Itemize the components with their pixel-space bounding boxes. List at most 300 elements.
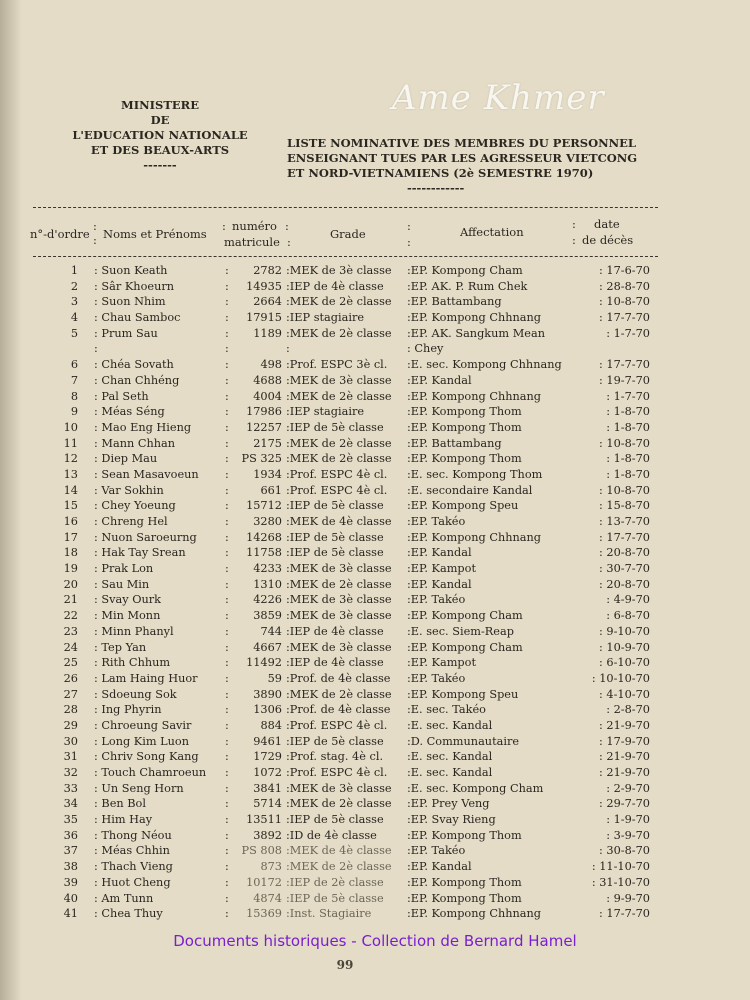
row-grade: :MEK de 2è classe: [286, 577, 392, 591]
header-date-1: date: [594, 217, 620, 231]
row-grade: :MEK de 2è classe: [286, 295, 392, 309]
column-separator: :: [225, 844, 229, 858]
row-matricule: 11492: [246, 656, 282, 670]
row-name: : Lam Haing Huor: [94, 671, 198, 685]
column-separator: :: [225, 405, 229, 419]
column-separator: :: [225, 295, 229, 309]
row-matricule: 9461: [253, 734, 282, 748]
row-number: 17: [63, 530, 78, 544]
table-row: [0, 671, 750, 687]
header-separator: :: [93, 233, 97, 247]
row-grade: :MEK de 3è classe: [286, 562, 392, 576]
row-affectation: :EP. AK. P. Rum Chek: [407, 279, 528, 293]
row-name: : Méas Chhin: [94, 844, 170, 858]
column-separator: :: [225, 891, 229, 905]
column-separator: :: [225, 907, 229, 921]
row-name: : Minn Phanyl: [94, 624, 174, 638]
row-date: : 21-9-70: [599, 766, 650, 779]
column-separator: :: [225, 813, 229, 827]
row-date: : 20-8-70: [599, 577, 650, 591]
column-separator: :: [225, 326, 229, 340]
row-date: : 20-8-70: [599, 546, 650, 560]
row-name: : Chea Thuy: [94, 907, 163, 921]
row-affectation: :EP. Kandal: [407, 577, 472, 591]
row-affectation: :EP. Kompong Cham: [407, 609, 523, 623]
row-number: 21: [63, 593, 78, 607]
row-affectation: :E. sec. Kompong Cham: [407, 781, 544, 795]
table-row: [0, 483, 750, 499]
row-number: 30: [63, 734, 78, 748]
row-number: 1: [70, 264, 78, 277]
header-grade: Grade: [330, 227, 366, 241]
row-date: : 29-7-70: [599, 797, 650, 811]
column-separator: :: [225, 264, 229, 277]
table-row: [0, 875, 750, 891]
row-matricule: 4226: [253, 593, 282, 607]
row-number: 10: [63, 420, 78, 434]
row-number: 25: [63, 656, 78, 670]
row-affectation: : Chey: [407, 342, 444, 356]
row-number: 41: [63, 907, 78, 921]
table-row: [0, 812, 750, 828]
header-matricule-1: numéro: [232, 219, 277, 233]
row-matricule: 17915: [246, 311, 282, 325]
row-number: 31: [63, 750, 78, 764]
row-matricule: 15369: [246, 907, 282, 921]
row-name: : Sâr Khoeurn: [94, 279, 175, 293]
row-affectation: :EP. Svay Rieng: [407, 813, 496, 827]
table-row: [0, 749, 750, 765]
table-row: [0, 263, 750, 279]
title-rule: ------------: [407, 181, 465, 195]
row-grade: :Prof. ESPC 4è cl.: [286, 483, 388, 497]
row-matricule: 10172: [246, 875, 282, 889]
header-dashed-rule: [33, 256, 658, 257]
row-matricule: 3280: [253, 515, 282, 528]
row-name: : Tep Yan: [94, 640, 147, 654]
row-matricule: 14268: [246, 530, 282, 544]
row-grade: :IEP de 4è classe: [286, 656, 384, 670]
row-name: : Suon Keath: [94, 264, 168, 277]
row-matricule: 1729: [253, 750, 282, 764]
row-date: : 17-9-70: [599, 734, 650, 748]
row-date: : 30-8-70: [599, 844, 650, 858]
row-date: : 1-8-70: [606, 405, 650, 419]
row-grade: :IEP stagiaire: [286, 405, 365, 419]
row-date: : 4-9-70: [606, 593, 650, 607]
table-row: [0, 294, 750, 310]
row-matricule: 1306: [253, 703, 282, 717]
row-affectation: :E. sec. Kandal: [407, 718, 493, 732]
row-affectation: :EP. Kompong Chhnang: [407, 530, 542, 544]
row-affectation: :E. sec. Kandal: [407, 766, 493, 779]
row-affectation: :EP. Prey Veng: [407, 797, 490, 811]
row-affectation: :EP. Kompong Thom: [407, 875, 522, 889]
row-date: : 10-8-70: [599, 483, 650, 497]
column-separator: :: [225, 420, 229, 434]
row-grade: :Prof. de 4è classe: [286, 703, 391, 717]
table-row: [0, 436, 750, 452]
row-name: : Touch Chamroeun: [94, 766, 207, 779]
table-row: [0, 310, 750, 326]
row-affectation: :EP. AK. Sangkum Mean: [407, 326, 545, 340]
column-separator: :: [225, 734, 229, 748]
column-separator: :: [225, 499, 229, 513]
row-date: : 17-7-70: [599, 907, 650, 921]
table-row: [0, 577, 750, 593]
row-matricule: 4667: [253, 640, 282, 654]
row-matricule: 1934: [253, 467, 282, 481]
row-name: : Ben Bol: [94, 797, 146, 811]
table-row: [0, 326, 750, 342]
row-number: 38: [63, 860, 78, 874]
row-date: : 6-10-70: [599, 656, 650, 670]
row-affectation: :EP. Kompong Thom: [407, 405, 522, 419]
row-grade: :MEK de 2è classe: [286, 687, 392, 701]
row-matricule: 3890: [253, 687, 282, 701]
table-row: [0, 624, 750, 640]
row-affectation: :EP. Takéo: [407, 515, 466, 528]
row-matricule: 1310: [253, 577, 282, 591]
table-row: [0, 404, 750, 420]
row-grade: :MEK de 2è classe: [286, 797, 392, 811]
row-grade: :MEK de 2è classe: [286, 436, 392, 450]
row-name: : Un Seng Horn: [94, 781, 184, 795]
row-name: : Ing Phyrin: [94, 703, 162, 717]
row-grade: :MEK de 2è classe: [286, 860, 392, 874]
ministry-line: MINISTERE: [121, 98, 199, 112]
row-matricule: PS 325: [241, 452, 282, 466]
column-separator: :: [225, 530, 229, 544]
row-number: 29: [63, 718, 78, 732]
row-matricule: 11758: [246, 546, 282, 560]
row-name: : Méas Séng: [94, 405, 165, 419]
ministry-line: L'EDUCATION NATIONALE: [72, 128, 248, 142]
row-grade: :IEP de 5è classe: [286, 420, 384, 434]
row-grade: :Prof. stag. 4è cl.: [286, 750, 384, 764]
row-grade: :MEK de 3è classe: [286, 640, 392, 654]
row-matricule: 15712: [246, 499, 282, 513]
row-number: 40: [63, 891, 78, 905]
row-affectation: :D. Communautaire: [407, 734, 520, 748]
header-date-2: de décès: [582, 233, 634, 247]
row-grade: :ID de 4è classe: [286, 828, 377, 842]
column-separator: :: [225, 860, 229, 874]
header-separator: :: [222, 219, 226, 233]
row-number: 27: [63, 687, 78, 701]
row-name: : Thach Vieng: [94, 860, 173, 874]
row-grade: :Prof. de 4è classe: [286, 671, 391, 685]
row-affectation: :EP. Takéo: [407, 844, 466, 858]
column-separator: :: [225, 718, 229, 732]
row-date: : 19-7-70: [599, 373, 650, 387]
row-grade: :IEP de 4è classe: [286, 279, 384, 293]
row-name: : Chey Yoeung: [94, 499, 176, 513]
row-name: : Sau Min: [94, 577, 150, 591]
row-grade: :IEP de 5è classe: [286, 530, 384, 544]
row-affectation: :EP. Kandal: [407, 373, 472, 387]
row-date: : 9-9-70: [606, 891, 650, 905]
row-matricule: 884: [260, 718, 282, 732]
row-matricule: 2175: [253, 436, 282, 450]
table-row: [0, 389, 750, 405]
row-affectation: :E. sec. Kompong Chhnang: [407, 358, 562, 372]
row-number: 37: [63, 844, 78, 858]
row-date: : 21-9-70: [599, 718, 650, 732]
header-separator: :: [93, 219, 97, 233]
table-header: [0, 213, 750, 253]
row-name: : Pal Seth: [94, 389, 149, 403]
table-row: [0, 341, 750, 357]
header-separator: :: [407, 219, 411, 233]
row-date: : 1-7-70: [606, 326, 650, 340]
header-ordre: n°-d'ordre: [30, 227, 90, 241]
row-number: 4: [70, 311, 78, 325]
table-row: [0, 734, 750, 750]
column-separator: :: [225, 671, 229, 685]
row-matricule: 1072: [253, 766, 282, 779]
row-number: 35: [63, 813, 78, 827]
row-number: 18: [63, 546, 78, 560]
row-matricule: 3841: [253, 781, 282, 795]
row-affectation: :EP. Kompong Thom: [407, 891, 522, 905]
row-date: : 10-8-70: [599, 436, 650, 450]
row-name: : Nuon Saroeurng: [94, 530, 197, 544]
row-date: : 13-7-70: [599, 515, 650, 528]
row-name: : Hak Tay Srean: [94, 546, 186, 560]
row-affectation: :EP. Kompong Chhnang: [407, 311, 542, 325]
table-row: [0, 420, 750, 436]
ministry-line: DE: [150, 113, 170, 127]
row-matricule: 744: [260, 624, 282, 638]
row-name: : Him Hay: [94, 813, 153, 827]
row-date: : 10-9-70: [599, 640, 650, 654]
row-number: 11: [63, 436, 78, 450]
column-separator: :: [225, 781, 229, 795]
column-separator: :: [225, 609, 229, 623]
row-number: 32: [63, 766, 78, 779]
row-number: 23: [63, 624, 78, 638]
row-date: : 2-8-70: [606, 703, 650, 717]
row-name: : Prak Lon: [94, 562, 154, 576]
table-row: [0, 655, 750, 671]
row-matricule: 14935: [246, 279, 282, 293]
row-matricule: 5714: [253, 797, 282, 811]
table-row: [0, 781, 750, 797]
table-row: [0, 796, 750, 812]
row-affectation: :EP. Kompong Speu: [407, 687, 519, 701]
row-grade: :Inst. Stagiaire: [286, 907, 372, 921]
column-separator: :: [225, 311, 229, 325]
row-number: 28: [63, 703, 78, 717]
row-matricule: 3859: [253, 609, 282, 623]
column-separator: :: [225, 562, 229, 576]
row-date: : 31-10-70: [591, 875, 650, 889]
column-separator: :: [225, 342, 229, 356]
row-name: : Mann Chhan: [94, 436, 176, 450]
row-date: : 10-8-70: [599, 295, 650, 309]
row-number: 24: [63, 640, 78, 654]
row-affectation: :EP. Battambang: [407, 436, 502, 450]
column-separator: :: [225, 279, 229, 293]
column-separator: :: [225, 828, 229, 842]
row-grade: :IEP de 2è classe: [286, 875, 384, 889]
table-row: [0, 514, 750, 530]
title-line: ET NORD-VIETNAMIENS (2è SEMESTRE 1970): [287, 166, 594, 180]
row-name: : Min Monn: [94, 609, 161, 623]
row-matricule: 873: [260, 860, 282, 874]
row-matricule: 13511: [246, 813, 282, 827]
row-number: 26: [63, 671, 78, 685]
row-affectation: :E. sec. Kompong Thom: [407, 467, 543, 481]
table-row: [0, 561, 750, 577]
row-date: : 4-10-70: [599, 687, 650, 701]
column-separator: :: [225, 875, 229, 889]
row-matricule: 661: [260, 483, 282, 497]
column-separator: :: [225, 687, 229, 701]
row-matricule: 17986: [246, 405, 282, 419]
row-affectation: :EP. Kompong Speu: [407, 499, 519, 513]
header-noms: Noms et Prénoms: [103, 227, 207, 241]
row-name: : Chriv Song Kang: [94, 750, 199, 764]
table-row: [0, 859, 750, 875]
row-grade: :MEK de 2è classe: [286, 389, 392, 403]
header-affectation: Affectation: [460, 225, 524, 239]
row-name: : Rith Chhum: [94, 656, 171, 670]
row-matricule: 59: [267, 671, 282, 685]
column-separator: :: [225, 515, 229, 528]
row-grade: :IEP de 5è classe: [286, 813, 384, 827]
personnel-table-body: [0, 263, 750, 922]
row-number: 22: [63, 609, 78, 623]
row-date: : 1-8-70: [606, 467, 650, 481]
row-number: 3: [70, 295, 78, 309]
row-number: 16: [63, 515, 78, 528]
top-dashed-rule: [33, 207, 658, 208]
row-name: : Long Kim Luon: [94, 734, 190, 748]
header-separator: :: [285, 219, 289, 233]
row-date: : 1-7-70: [606, 389, 650, 403]
table-row: [0, 373, 750, 389]
row-affectation: :EP. Kampot: [407, 562, 477, 576]
row-grade: :MEK de 3è classe: [286, 264, 392, 277]
row-date: : 21-9-70: [599, 750, 650, 764]
watermark: Ame Khmer: [392, 78, 605, 118]
table-row: [0, 640, 750, 656]
row-number: 7: [70, 373, 78, 387]
table-row: [0, 608, 750, 624]
row-grade: :IEP de 5è classe: [286, 891, 384, 905]
row-number: 34: [63, 797, 78, 811]
row-number: 15: [63, 499, 78, 513]
row-date: : 1-9-70: [606, 813, 650, 827]
row-number: 5: [70, 326, 78, 340]
table-row: [0, 357, 750, 373]
table-row: [0, 687, 750, 703]
column-separator: :: [225, 358, 229, 372]
row-grade: :Prof. ESPC 4è cl.: [286, 718, 388, 732]
row-matricule: 12257: [246, 420, 282, 434]
row-date: : 10-10-70: [591, 671, 650, 685]
row-date: : 1-8-70: [606, 452, 650, 466]
row-affectation: :E. secondaire Kandal: [407, 483, 533, 497]
row-affectation: :EP. Takéo: [407, 671, 466, 685]
table-row: [0, 498, 750, 514]
row-name: : Chau Samboc: [94, 311, 181, 325]
column-separator: :: [225, 797, 229, 811]
column-separator: :: [225, 436, 229, 450]
table-row: [0, 279, 750, 295]
column-separator: :: [225, 766, 229, 779]
row-grade: :MEK de 3è classe: [286, 609, 392, 623]
row-number: 33: [63, 781, 78, 795]
row-grade: :IEP de 5è classe: [286, 734, 384, 748]
ministry-line: ET DES BEAUX-ARTS: [90, 143, 230, 157]
header-separator: :: [407, 235, 411, 249]
row-matricule: PS 808: [241, 844, 282, 858]
row-name: : Am Tunn: [94, 891, 154, 905]
row-name: : Suon Nhim: [94, 295, 166, 309]
row-date: : 11-10-70: [591, 860, 650, 874]
table-row: [0, 828, 750, 844]
row-date: : 17-7-70: [599, 311, 650, 325]
row-matricule: 1189: [253, 326, 282, 340]
column-separator: :: [225, 703, 229, 717]
row-matricule: 4233: [253, 562, 282, 576]
row-grade: :Prof. ESPC 4è cl.: [286, 467, 388, 481]
row-affectation: :E. sec. Siem-Reap: [407, 624, 514, 638]
column-separator: :: [225, 467, 229, 481]
table-row: [0, 451, 750, 467]
row-grade: :IEP de 4è classe: [286, 624, 384, 638]
row-date: : 30-7-70: [599, 562, 650, 576]
column-separator: :: [225, 640, 229, 654]
row-number: 20: [63, 577, 78, 591]
row-grade: :IEP de 5è classe: [286, 499, 384, 513]
row-affectation: :EP. Kandal: [407, 546, 472, 560]
row-grade: :IEP stagiaire: [286, 311, 365, 325]
row-grade: :: [286, 342, 290, 356]
row-date: : 15-8-70: [599, 499, 650, 513]
title-line: LISTE NOMINATIVE DES MEMBRES DU PERSONNEL: [287, 136, 636, 150]
row-grade: :MEK de 4è classe: [286, 515, 392, 528]
row-affectation: :EP. Battambang: [407, 295, 502, 309]
table-row: [0, 718, 750, 734]
row-number: 13: [63, 467, 78, 481]
row-matricule: 498: [260, 358, 282, 372]
ministry-line: -------: [143, 158, 177, 172]
row-matricule: 3892: [253, 828, 282, 842]
row-date: : 17-7-70: [599, 530, 650, 544]
row-affectation: :EP. Kompong Cham: [407, 264, 523, 277]
column-separator: :: [225, 750, 229, 764]
document-title: [287, 136, 687, 196]
row-name: : Svay Ourk: [94, 593, 162, 607]
table-row: [0, 592, 750, 608]
row-matricule: 4004: [253, 389, 282, 403]
row-affectation: :EP. Kompong Thom: [407, 420, 522, 434]
row-grade: :MEK de 2è classe: [286, 452, 392, 466]
row-affectation: :E. sec. Kandal: [407, 750, 493, 764]
row-affectation: :EP. Kampot: [407, 656, 477, 670]
row-date: : 17-6-70: [599, 264, 650, 277]
row-grade: :MEK de 3è classe: [286, 781, 392, 795]
row-affectation: :EP. Kompong Chhnang: [407, 907, 542, 921]
row-number: 14: [63, 483, 78, 497]
table-row: [0, 530, 750, 546]
row-date: : 28-8-70: [599, 279, 650, 293]
row-number: 39: [63, 875, 78, 889]
